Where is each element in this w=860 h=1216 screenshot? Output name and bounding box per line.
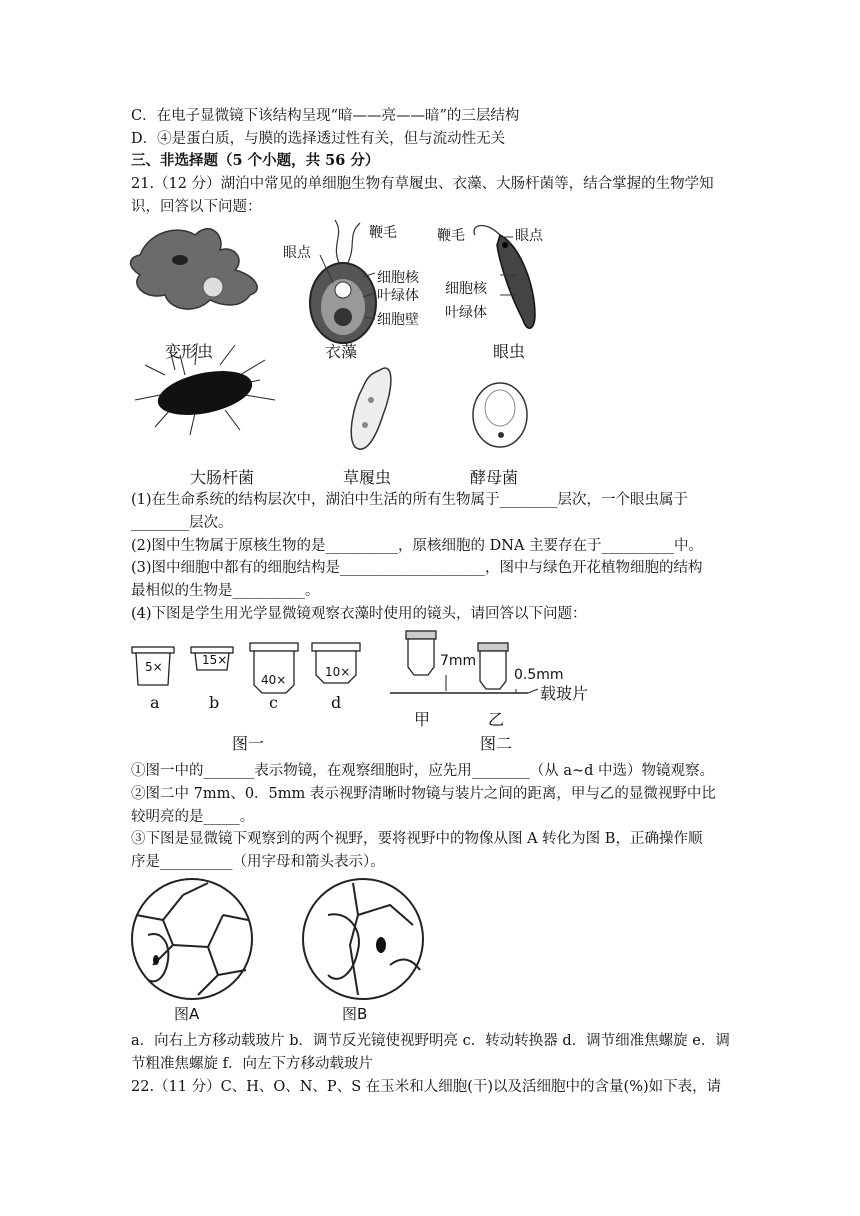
euglena-nucleus-label: 细胞核 xyxy=(445,281,487,297)
jia-label: 甲 xyxy=(414,710,431,729)
distance-05mm: 0.5mm xyxy=(514,667,564,683)
distance-7mm: 7mm xyxy=(440,653,477,669)
chlamy-eyespot-label: 眼点 xyxy=(283,245,311,261)
figure-1-caption: 图一 xyxy=(232,734,265,753)
view-a-caption: 图A xyxy=(174,1005,200,1023)
part-1-line-a: (1)在生命系统的结构层次中，湖泊中生活的所有生物属于________层次，一个眼虫属于 xyxy=(131,492,689,508)
lens-b-letter: b xyxy=(209,693,220,712)
question-21-stem: 21.（12 分）湖泊中常见的单细胞生物有草履虫、衣藻、大肠杆菌等，结合掌握的生物学知 xyxy=(131,176,714,192)
microscope-views xyxy=(128,875,428,1025)
lens-illustrations xyxy=(128,625,608,755)
lens-b-mark: 15× xyxy=(202,653,228,667)
operation-options-line-1: a．向右上方移动载玻片 b．调节反光镜使视野明亮 c．转动转换器 d．调节细准焦螺旋 e．调 xyxy=(131,1033,730,1049)
part-3-line-a: (3)图中细胞中都有的细胞结构是____________________，图中与绿色开花植物细胞的结构 xyxy=(131,560,703,576)
subq-1: ①图一中的_______表示物镜，在观察细胞时，应先用________（从 a~d 中选）物镜观察。 xyxy=(131,763,715,779)
lens-figure xyxy=(128,625,608,755)
lens-a-letter: a xyxy=(150,693,160,712)
yeast-caption: 酵母菌 xyxy=(470,468,519,487)
euglena-eyespot-label: 眼点 xyxy=(515,228,543,244)
figure-2-caption: 图二 xyxy=(480,734,513,753)
part-3-line-b: 最相似的生物是__________。 xyxy=(131,583,320,599)
euglena-flagellum-label: 鞭毛 xyxy=(437,228,465,244)
chlamydomonas-drawing xyxy=(310,220,376,343)
question-21-stem-cont: 识，回答以下问题： xyxy=(131,199,262,215)
option-d: D．④是蛋白质，与膜的选择透过性有关，但与流动性无关 xyxy=(131,131,506,147)
paramecium-caption: 草履虫 xyxy=(343,468,392,487)
chlamy-caption: 衣藻 xyxy=(325,342,358,361)
part-1-line-b: ________层次。 xyxy=(131,515,233,531)
chlamy-nucleus-label: 细胞核 xyxy=(377,270,419,286)
euglena-caption: 眼虫 xyxy=(493,342,526,361)
ecoli-caption: 大肠杆菌 xyxy=(190,468,255,487)
chlamy-chloroplast-label: 叶绿体 xyxy=(377,288,419,304)
lens-d-letter: d xyxy=(331,693,342,712)
question-22-stem: 22.（11 分）C、H、O、N、P、S 在玉米和人细胞(干)以及活细胞中的含量(%)如下表，请 xyxy=(131,1079,722,1095)
subq-2-line-b: 较明亮的是_____。 xyxy=(131,809,255,825)
euglena-chloroplast-label: 叶绿体 xyxy=(445,305,487,321)
lens-d-mark: 10× xyxy=(325,665,351,679)
chlamy-wall-label: 细胞壁 xyxy=(377,312,419,328)
section-heading: 三、非选择题（5 个小题，共 56 分） xyxy=(131,152,380,169)
chlamy-flagellum-label: 鞭毛 xyxy=(369,225,397,241)
subq-3-line-b: 序是__________（用字母和箭头表示）。 xyxy=(131,854,385,870)
lens-c-letter: c xyxy=(269,693,278,712)
part-2: (2)图中生物属于原核生物的是__________，原核细胞的 DNA 主要存在于__________中。 xyxy=(131,538,704,554)
operation-options-line-2: 节粗准焦螺旋 f．向左下方移动载玻片 xyxy=(131,1056,373,1072)
subq-2-line-a: ②图二中 7mm、0．5mm 表示视野清晰时物镜与装片之间的距离，甲与乙的显微视野中比 xyxy=(131,786,716,802)
amoeba-caption: 变形虫 xyxy=(165,342,214,361)
paramecium-drawing xyxy=(351,368,391,449)
view-b-caption: 图B xyxy=(342,1005,368,1023)
subq-3-line-a: ③下图是显微镜下观察到的两个视野，要将视野中的物像从图 A 转化为图 B，正确操作顺 xyxy=(131,831,703,847)
slide-label: 载玻片 xyxy=(540,684,589,703)
lens-c-mark: 40× xyxy=(261,673,287,687)
view-illustrations xyxy=(128,875,428,1025)
lens-a-mark: 5× xyxy=(145,660,163,674)
amoeba-drawing xyxy=(131,229,258,309)
part-4: (4)下图是学生用光学显微镜观察衣藻时使用的镜头，请回答以下问题： xyxy=(131,606,587,622)
yi-label: 乙 xyxy=(488,710,505,729)
option-c: C．在电子显微镜下该结构呈现“暗——亮——暗”的三层结构 xyxy=(131,108,520,124)
yeast-drawing xyxy=(473,383,527,447)
organism-figure xyxy=(125,215,575,490)
